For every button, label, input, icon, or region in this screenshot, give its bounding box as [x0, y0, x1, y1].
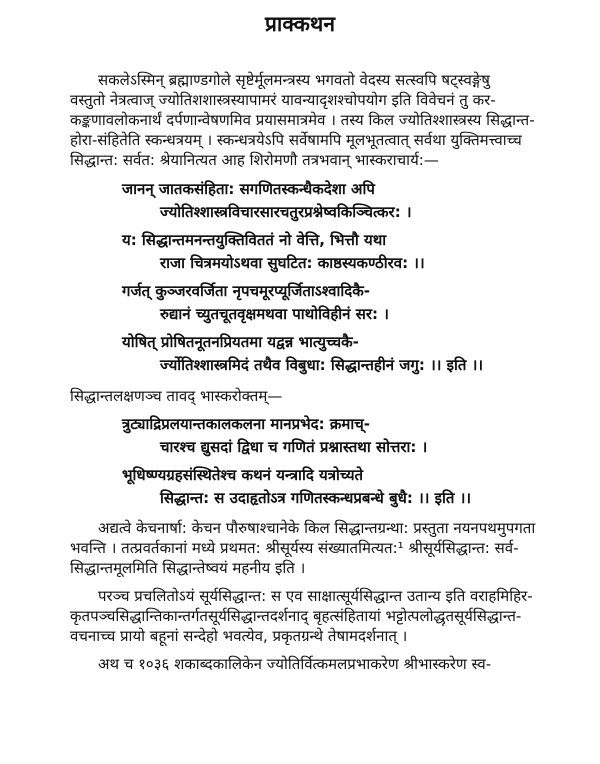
- verse-line: योषित् प्रोषितनूतनप्रियतमा यद्वन्न भात्युच्चकै-: [122, 333, 359, 351]
- text-line: सिद्धान्त: सर्वत: श्रेयानित्यत आह शिरोमणौ तत्रभवान् भास्कराचार्य:—: [70, 151, 439, 169]
- verse-stanza: [70, 280, 582, 326]
- text-line: कङ्कणावलोकनार्थं दर्पणान्वेषणमिव प्रयासमात्रमेव । तस्य किल ज्योतिश्शास्त्रस्य सिद्धान्त-: [70, 111, 535, 129]
- verse-line: गर्जत् कुञ्जरवर्जिता नृपचमूरप्यूर्जिताऽश्वादिकै-: [122, 282, 370, 300]
- verse-line: रुद्यानं च्युतचूतवृक्षमथवा पाथोविहीनं सर: ।: [160, 305, 389, 323]
- verse-line: चारश्च द्युसदां द्विधा च गणितं प्रश्नास्तथा सोत्तरा: ।: [160, 438, 428, 456]
- page-title: प्राक्कथन: [264, 12, 336, 36]
- text-line: सकलेऽस्मिन् ब्रह्माण्डगोले सृष्टेर्मूलमन्त्रस्य भगवतो वेदस्य सत्स्वपि षट्स्वङ्गेषु: [98, 71, 490, 89]
- text-line: वस्तुतो नेत्रत्वाज् ज्योतिशशास्त्रस्यापामरं यावन्यादृशश्चोपयोग इति विवेचनं तु कर-: [70, 91, 496, 109]
- verse-stanza: [70, 331, 582, 377]
- verse-line: सिद्धान्त: स उदाहृतोऽत्र गणितस्कन्धप्रबन्धे बुधै: ।। इति ।।: [160, 489, 472, 507]
- verse-block-1: [70, 178, 582, 377]
- text-line: वचनाच्च प्रायो बहूनां सन्देहो भवत्येव, प्रकृतग्रन्थे तेषामदर्शनात् ।: [70, 627, 408, 645]
- verse-line: य: सिद्धान्तमनन्तयुक्तिविततं नो वेत्ति, भित्तौ यथा: [122, 231, 387, 249]
- paragraph-texts: [70, 518, 582, 578]
- text-line: अथ च १०३६ शकाब्दकालिकेन ज्योतिर्वित्कमलप्रभाकरेण श्रीभास्करेण स्व-: [98, 655, 492, 673]
- paragraph-doubt: [70, 586, 582, 646]
- verse-block-2: [70, 413, 582, 510]
- verse-line: भूधिष्ण्यग्रहसंस्थितेश्च कथनं यन्त्रादि यत्रोच्यते: [122, 466, 364, 484]
- verse-line: राजा चित्रमयोऽथवा सुघटित: काष्ठस्यकण्ठीरव: ।।: [160, 254, 425, 272]
- text-line: होरा-संहितेति स्कन्धत्रयम् । स्कन्धत्रयेऽपि सर्वेषामपि मूलभूतत्वात् सर्वथा युक्तिमत्त्वाच्च: [70, 131, 522, 149]
- verse-line: र्ज्योतिश्शास्त्रमिदं तथैव विबुधा: सिद्धान्तहीनं जगु: ।। इति ।।: [160, 356, 484, 374]
- text-line: कृतपञ्चसिद्धान्तिकान्तर्गतसूर्यसिद्धान्तदर्शनाद् बृहत्संहितायां भट्टोत्पलोद्धृतसूर्यसिद्धान्त-: [70, 607, 522, 625]
- verse-stanza: [70, 413, 582, 459]
- verse-line: जानन् जातकसंहिता: सगणितस्कन्धैकदेशा अपि: [122, 180, 375, 198]
- verse-stanza: [70, 178, 582, 224]
- verse-line: ज्योतिश्शास्त्रविचारसारचतुरप्रश्नेष्वकिञ्चित्कर: ।: [160, 203, 412, 221]
- verse-line: त्रुट्याद्रिप्रलयान्तकालकलना मानप्रभेद: क्रमाच्-: [122, 415, 370, 433]
- text-line: परञ्च प्रचलितोऽयं सूर्यसिद्धान्त: स एव साक्षात्सूर्यसिद्धान्त उतान्य इति वराहमिहिर-: [98, 587, 533, 605]
- verse-stanza: [70, 464, 582, 510]
- section-heading: सिद्धान्तलक्षणञ्च तावद् भास्करोक्तम्—: [70, 387, 283, 405]
- paragraph-intro: [70, 70, 582, 170]
- text-line: भवन्ति । तत्प्रवर्तकानां मध्ये प्रथमत: श्रीसूर्यस्य संख्यातमित्यत:¹ श्रीसूर्यसिद्धान्त: सर्व-: [70, 539, 519, 557]
- paragraph-bhaskara: [70, 654, 582, 674]
- verse-stanza: [70, 229, 582, 275]
- text-line: अद्यत्वे केचनार्षा: केचन पौरुषाश्चानेके किल सिद्धान्तग्रन्था: प्रस्तुता नयनपथमुपगता: [98, 519, 536, 537]
- text-line: सिद्धान्तमूलमिति सिद्धान्तेष्वयं महनीय इति ।: [70, 559, 306, 577]
